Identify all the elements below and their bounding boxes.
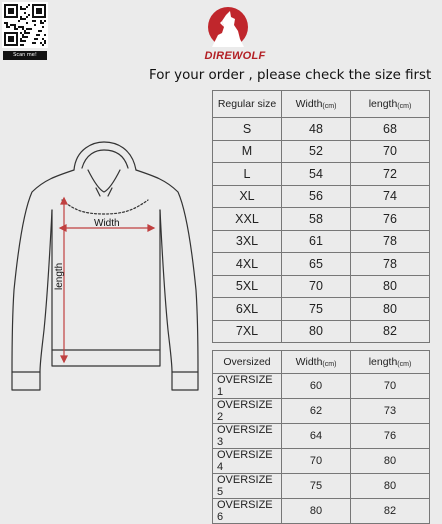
qr-caption: Scan me!: [3, 51, 47, 60]
width-unit: (cm): [322, 361, 337, 368]
size-cell: 6XL: [213, 298, 282, 321]
length-cell: 73: [351, 399, 430, 424]
width-header-label: Width: [295, 356, 323, 368]
width-cell: 52: [282, 140, 351, 163]
table-row: [213, 374, 430, 399]
width-label: Width: [94, 218, 120, 229]
size-cell: OVERSIZE 5: [213, 474, 282, 499]
width-unit: (cm): [322, 103, 337, 110]
width-cell: 65: [282, 253, 351, 276]
width-cell: 48: [282, 118, 351, 141]
width-cell: 58: [282, 208, 351, 231]
size-cell: 5XL: [213, 275, 282, 298]
size-cell: M: [213, 140, 282, 163]
length-header-label: length: [368, 356, 398, 368]
size-cell: L: [213, 163, 282, 186]
length-cell: 76: [351, 208, 430, 231]
width-header-label: Width: [295, 98, 323, 110]
width-cell: 80: [282, 499, 351, 524]
col-header-oversized: Oversized: [213, 351, 282, 374]
brand-name: DIREWOLF: [204, 50, 266, 62]
size-cell: S: [213, 118, 282, 141]
size-cell: XXL: [213, 208, 282, 231]
width-cell: 75: [282, 298, 351, 321]
size-cell: OVERSIZE 1: [213, 374, 282, 399]
headline: For your order , please check the size first: [149, 68, 432, 83]
length-cell: 80: [351, 449, 430, 474]
table-row: [213, 118, 430, 141]
length-cell: 70: [351, 140, 430, 163]
table-row: [213, 185, 430, 208]
qr-code: [2, 2, 48, 48]
col-header-width: [282, 91, 351, 118]
width-cell: 62: [282, 399, 351, 424]
width-cell: 61: [282, 230, 351, 253]
length-cell: 76: [351, 424, 430, 449]
length-cell: 74: [351, 185, 430, 208]
table-row: [213, 499, 430, 524]
size-cell: 7XL: [213, 320, 282, 343]
regular-size-table: [212, 90, 430, 343]
width-cell: 70: [282, 449, 351, 474]
width-cell: 64: [282, 424, 351, 449]
width-cell: 70: [282, 275, 351, 298]
length-cell: 70: [351, 374, 430, 399]
table-row: [213, 399, 430, 424]
size-cell: OVERSIZE 6: [213, 499, 282, 524]
length-label: length: [54, 262, 65, 290]
width-cell: 80: [282, 320, 351, 343]
hoodie-diagram: [4, 140, 204, 400]
length-cell: 80: [351, 474, 430, 499]
size-cell: OVERSIZE 4: [213, 449, 282, 474]
length-cell: 82: [351, 499, 430, 524]
width-cell: 54: [282, 163, 351, 186]
length-cell: 80: [351, 275, 430, 298]
col-header-length: [351, 91, 430, 118]
length-cell: 80: [351, 298, 430, 321]
length-cell: 78: [351, 253, 430, 276]
size-cell: 4XL: [213, 253, 282, 276]
length-unit: (cm): [397, 361, 412, 368]
col-header-regular-size: Regular size: [213, 91, 282, 118]
table-row: [213, 320, 430, 343]
size-cell: 3XL: [213, 230, 282, 253]
table-row: [213, 140, 430, 163]
table-row: [213, 298, 430, 321]
table-row: [213, 474, 430, 499]
width-cell: 75: [282, 474, 351, 499]
size-cell: XL: [213, 185, 282, 208]
oversized-table: [212, 350, 430, 524]
table-row: [213, 449, 430, 474]
col-header-length: [351, 351, 430, 374]
table-row: [213, 208, 430, 231]
size-cell: OVERSIZE 3: [213, 424, 282, 449]
length-cell: 82: [351, 320, 430, 343]
length-unit: (cm): [397, 103, 412, 110]
size-cell: OVERSIZE 2: [213, 399, 282, 424]
table-row: [213, 230, 430, 253]
length-cell: 78: [351, 230, 430, 253]
col-header-width: [282, 351, 351, 374]
length-header-label: length: [368, 98, 398, 110]
table-row: [213, 253, 430, 276]
width-cell: 56: [282, 185, 351, 208]
length-cell: 68: [351, 118, 430, 141]
length-cell: 72: [351, 163, 430, 186]
table-row: [213, 424, 430, 449]
table-row: [213, 275, 430, 298]
table-row: [213, 163, 430, 186]
width-cell: 60: [282, 374, 351, 399]
